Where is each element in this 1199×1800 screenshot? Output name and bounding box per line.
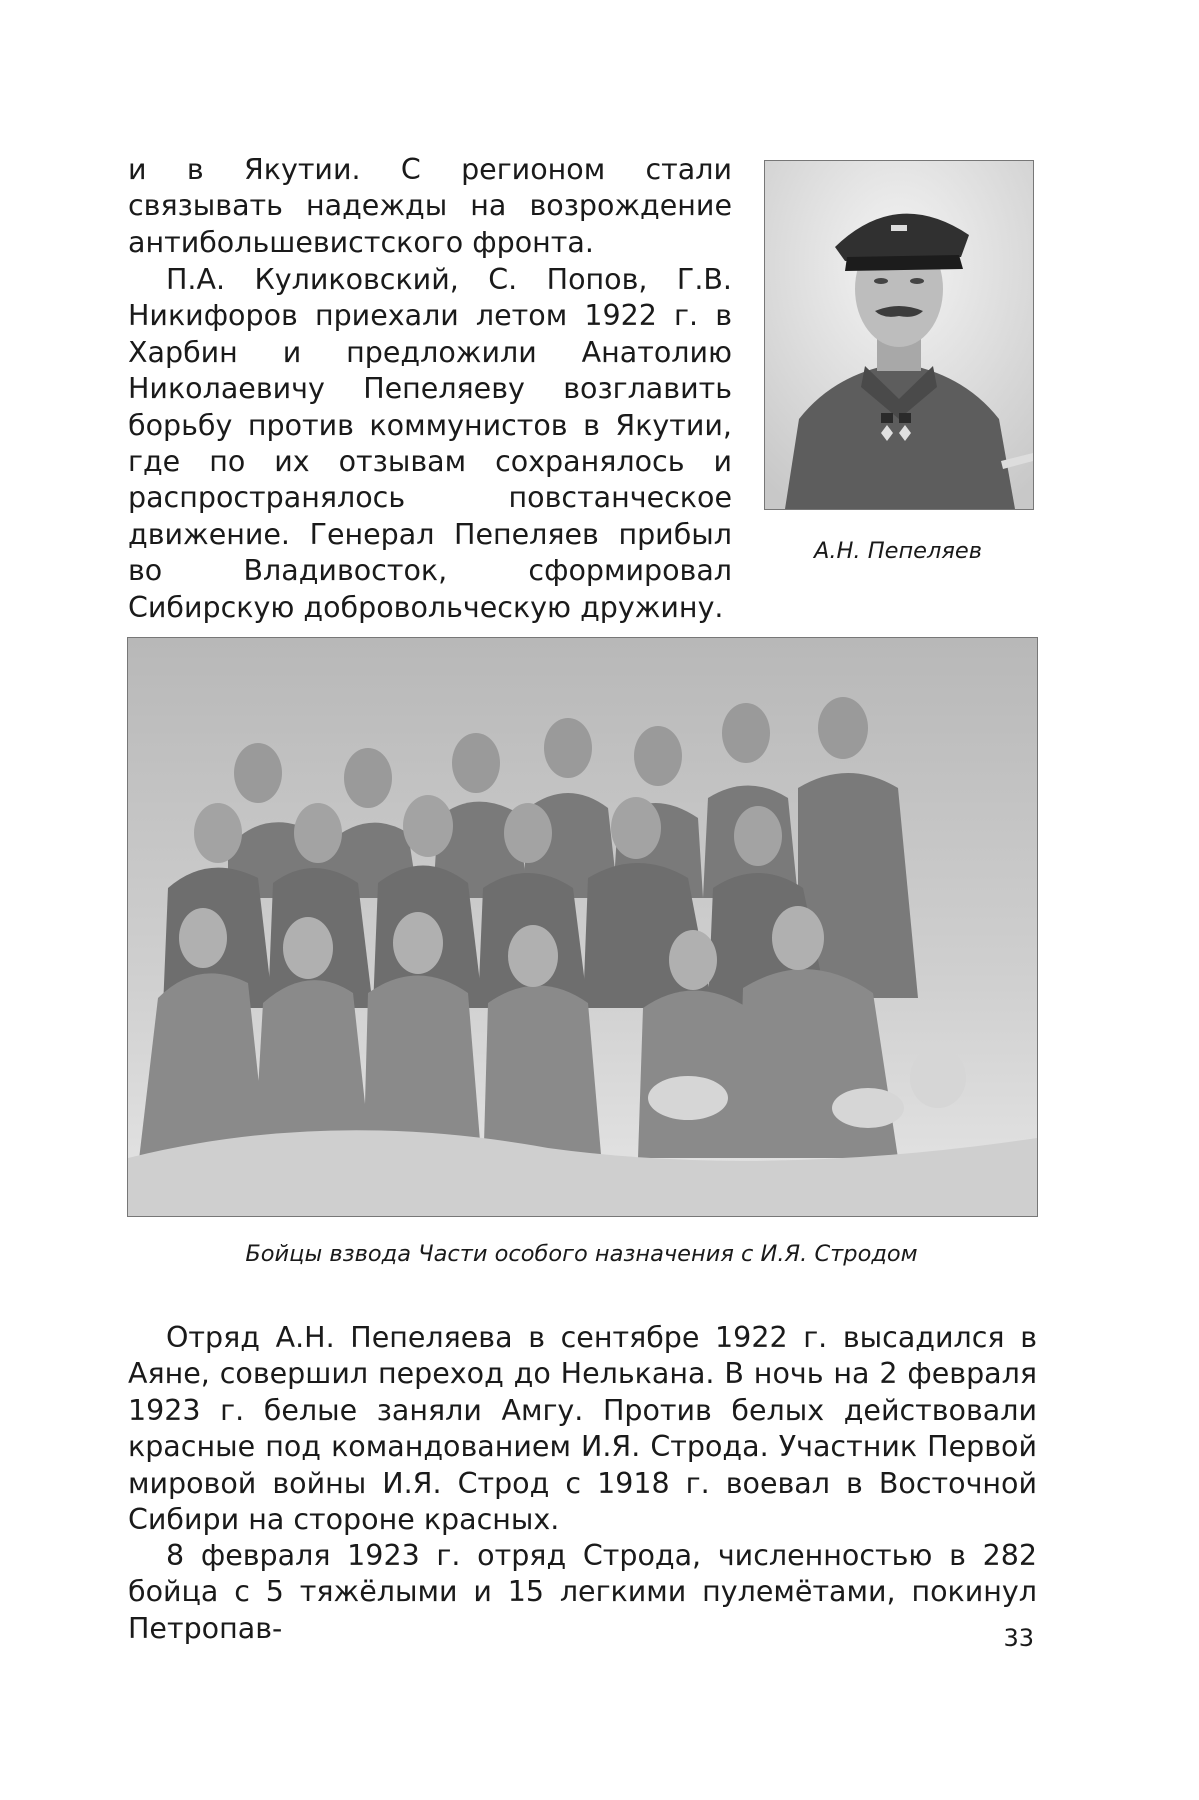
group-caption: Бойцы взвода Части особого назначения с И.Я. Стродом [245,1241,918,1267]
portrait-photo [764,160,1034,510]
paragraph-2: П.А. Куликовский, С. Попов, Г.В. Никифоров приехали летом 1922 г. в Харбин и предложили Анатолию Николаевичу Пепеляеву возглавить борьбу против коммунистов в Якутии, где по их отзывам сохранялось и распространялось повстанческое движение. Генерал Пепеляев прибыл во Владивосток, сформировал Сибирскую добровольческую дружину. [128,263,732,624]
paragraph-4: 8 февраля 1923 г. отряд Строда, численностью в 282 бойца с 5 тяжёлыми и 15 легкими пулемётами, покинул Петропав- [128,1539,1037,1645]
page-number: 33 [1003,1624,1034,1652]
portrait-caption: А.Н. Пепеляев [813,538,983,564]
paragraph-3: Отряд А.Н. Пепеляева в сентябре 1922 г. высадился в Аяне, совершил переход до Нелькана. В ночь на 2 февраля 1923 г. белые заняли Амгу. Против белых действовали красные под командованием И.Я. Строда. Участник Первой мировой войны И.Я. Строд с 1918 г. воевал в Восточной Сибири на стороне красных. [128,1321,1037,1537]
paragraph-1: и в Якутии. С регионом стали связывать надежды на возрождение антибольшевистского фронта. [128,153,732,259]
group-photo [127,637,1038,1217]
